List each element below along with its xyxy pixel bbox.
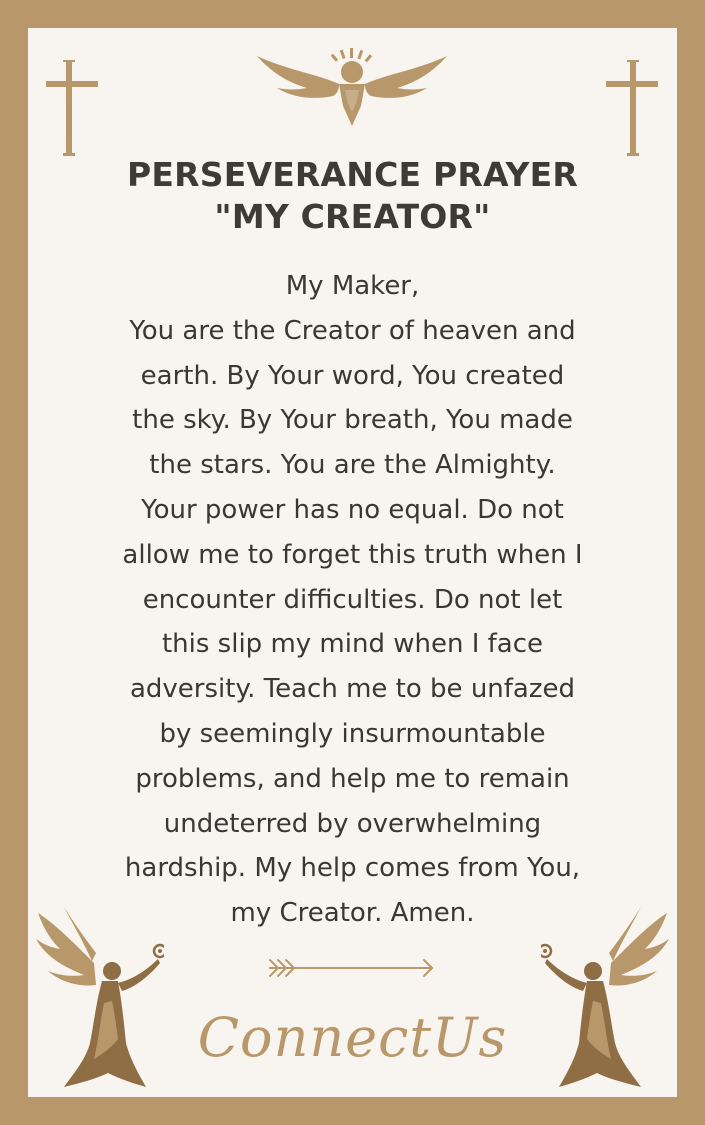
title-line: PERSEVERANCE PRAYER — [127, 155, 578, 194]
prayer-line: my Creator. Amen. — [230, 898, 475, 929]
prayer-line: by seemingly insurmountable — [159, 718, 546, 749]
prayer-line: undeterred by overwhelming — [163, 808, 542, 839]
prayer-card — [28, 28, 677, 1097]
prayer-line: adversity. Teach me to be unfazed — [129, 674, 576, 705]
winged-sun-emblem-icon — [257, 48, 447, 128]
prayer-line: allow me to forget this truth when I — [122, 539, 583, 570]
arrow-right-icon — [268, 955, 436, 981]
prayer-line: earth. By Your word, You created — [140, 360, 565, 391]
cross-icon — [46, 60, 98, 156]
prayer-text — [28, 264, 677, 936]
prayer-line: problems, and help me to remain — [135, 763, 570, 794]
prayer-line: My Maker, — [285, 271, 420, 301]
prayer-line: the stars. You are the Almighty. — [149, 450, 556, 481]
prayer-line: You are the Creator of heaven and — [129, 315, 576, 346]
prayer-line: encounter difficulties. Do not let — [142, 584, 563, 615]
prayer-line: hardship. My help comes from You, — [124, 853, 581, 884]
title-line: "MY CREATOR" — [214, 197, 491, 236]
brand-logo: ConnectUs — [197, 1006, 508, 1069]
prayer-title — [28, 154, 677, 238]
prayer-line: Your power has no equal. Do not — [141, 494, 564, 525]
prayer-line: the sky. By Your breath, You made — [132, 405, 573, 436]
prayer-line: this slip my mind when I face — [161, 629, 544, 660]
cross-icon — [606, 60, 658, 156]
